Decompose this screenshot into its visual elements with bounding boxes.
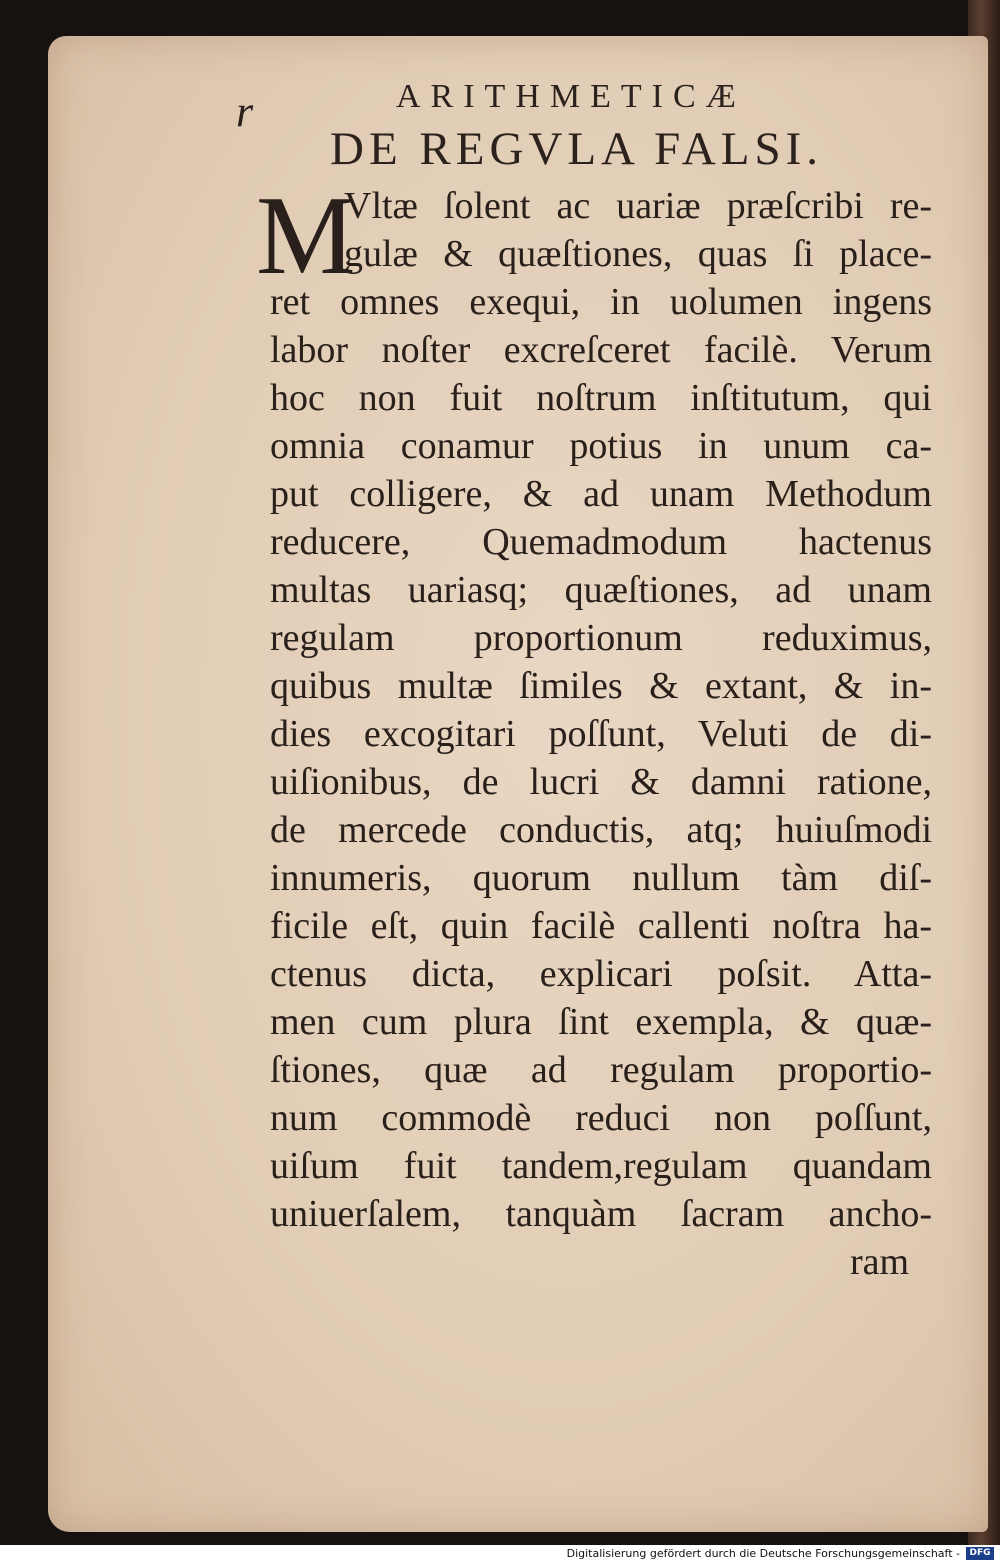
text-line: regulam proportionum reduximus, bbox=[270, 617, 932, 659]
dfg-logo: DFG bbox=[966, 1547, 994, 1560]
text-line: de mercede conductis, atq; huiuſmodi bbox=[270, 809, 932, 851]
text-line: gulæ & quæſtiones, quas ſi place- bbox=[344, 233, 932, 275]
text-line: reducere, Quemadmodum hactenus bbox=[270, 521, 932, 563]
text-line: hoc non fuit noſtrum inſtitutum, qui bbox=[270, 377, 932, 419]
text-line: ficile eſt, quin facilè callenti noſtra ha- bbox=[270, 905, 932, 947]
text-line: multas uariasq; quæſtiones, ad unam bbox=[270, 569, 932, 611]
text-line: omnia conamur potius in unum ca- bbox=[270, 425, 932, 467]
text-line: uiſum fuit tandem,regulam quandam bbox=[270, 1145, 932, 1187]
text-line: men cum plura ſint exempla, & quæ- bbox=[270, 1001, 932, 1043]
digitization-footer bbox=[0, 1545, 1000, 1563]
footer-credit: Digitalisierung gefördert durch die Deutsche Forschungsgemeinschaft - bbox=[566, 1547, 960, 1560]
text-line: labor noſter excreſceret facilè. Verum bbox=[270, 329, 932, 371]
text-line: ctenus dicta, explicari poſsit. Atta- bbox=[270, 953, 932, 995]
text-line: dies excogitari poſſunt, Veluti de di- bbox=[270, 713, 932, 755]
text-line: put colligere, & ad unam Methodum bbox=[270, 473, 932, 515]
text-line: quibus multæ ſimiles & extant, & in- bbox=[270, 665, 932, 707]
body-text bbox=[256, 174, 932, 1238]
catchword: ram bbox=[850, 1241, 910, 1283]
section-title: DE REGVLA FALSI. bbox=[330, 123, 823, 175]
text-line: num commodè reduci non poſſunt, bbox=[270, 1097, 932, 1139]
text-line: innumeris, quorum nullum tàm diſ- bbox=[270, 857, 932, 899]
margin-mark: r bbox=[236, 87, 254, 136]
text-line: uniuerſalem, tanquàm ſacram ancho- bbox=[270, 1193, 932, 1235]
text-line: ret omnes exequi, in uolumen ingens bbox=[270, 281, 932, 323]
running-head: ARITHMETICÆ bbox=[396, 78, 746, 115]
text-line: ſtiones, quæ ad regulam proportio- bbox=[270, 1049, 932, 1091]
text-line: Vltæ ſolent ac uariæ præſcribi re- bbox=[344, 185, 932, 227]
text-line: uiſionibus, de lucri & damni ratione, bbox=[270, 761, 932, 803]
drop-cap: M bbox=[256, 174, 356, 298]
